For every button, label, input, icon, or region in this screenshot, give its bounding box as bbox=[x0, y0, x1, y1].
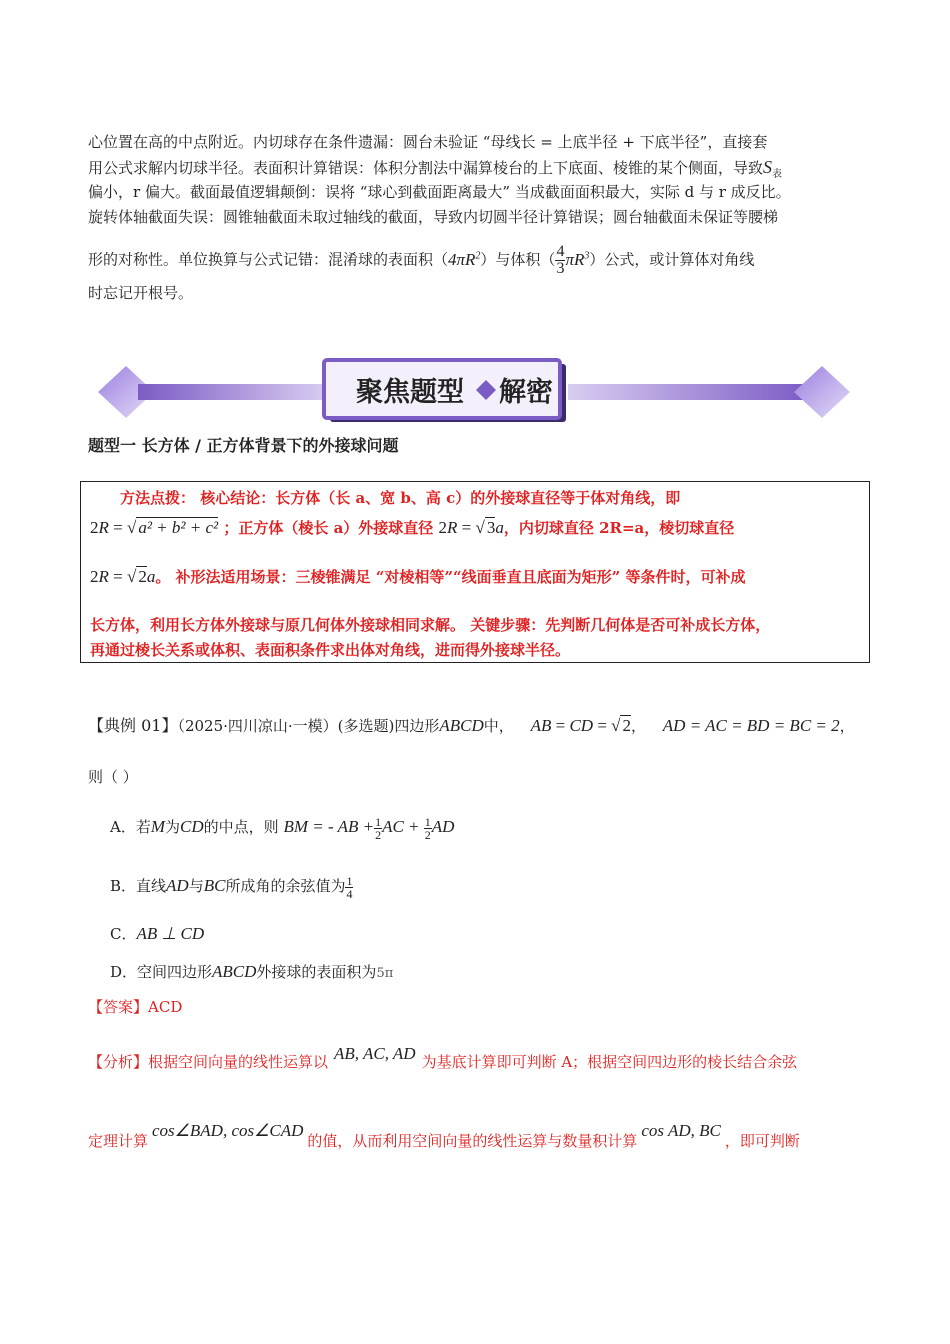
formula-cube-diameter: 2R = √ 3a bbox=[438, 518, 504, 537]
method-line-2: 2R = √ a² + b² + c² ；正方体（棱长 a）外接球直径 2R = √ 3a，内切球直径 2R=a，棱切球直径 bbox=[90, 518, 735, 537]
option-c: C．AB ⊥ CD bbox=[110, 924, 205, 943]
intro-line-4: 旋转体轴截面失误：圆锥轴截面未取过轴线的截面，导致内切圆半径计算错误；圆台轴截面未保证等腰梯 bbox=[88, 208, 779, 226]
option-d-value: 5π bbox=[376, 966, 394, 981]
analysis-cos-vectors: cos AD, BC bbox=[641, 1121, 721, 1140]
method-line-1: 方法点拨： 核心结论：长方体（长 a、宽 b、高 c）的外接球直径等于体对角线，即 bbox=[120, 489, 681, 507]
answer-value: ACD bbox=[148, 998, 183, 1016]
analysis-line-1: 【分析】根据空间向量的线性运算以 AB, AC, AD 为基底计算即可判断 A；根据空间四边形的棱长结合余弦 bbox=[88, 1044, 798, 1071]
banner-title-right: 解密 bbox=[499, 377, 553, 408]
option-b-value: $\frac{1}{4}$ bbox=[346, 873, 353, 901]
section-title: 题型一 长方体 / 正方体背景下的外接球问题 bbox=[88, 436, 399, 455]
example-then: 则（ ） bbox=[88, 768, 138, 786]
intro-line-1: 心位置在高的中点附近。内切球存在条件遗漏：圆台未验证 “母线长 = 上底半径 + 下底半径”，直接套 bbox=[88, 133, 768, 151]
banner-right-bar bbox=[568, 384, 808, 400]
section-banner bbox=[98, 358, 850, 426]
banner-left-bar bbox=[138, 384, 328, 400]
sphere-surface-formula: $4\pi R^2$ bbox=[448, 249, 481, 269]
intro-line-3: 偏小，r 偏大。截面最值逻辑颠倒：误将 “球心到截面距离最大” 当成截面面积最大，实际 d 与 r 成反比。 bbox=[88, 183, 791, 201]
analysis-cos-angles: cos∠BAD, cos∠CAD bbox=[152, 1121, 304, 1140]
formula-edge-sphere-diameter: 2R = √ 2a bbox=[90, 567, 156, 586]
analysis-basis-vectors: AB, AC, AD bbox=[334, 1044, 416, 1063]
option-b: B．直线AD与BC所成角的余弦值为 $\frac{1}{4}$ bbox=[110, 873, 353, 901]
intro-line-6: 时忘记开根号。 bbox=[88, 284, 194, 302]
banner-right-diamond bbox=[794, 366, 850, 418]
option-a: A．若M为CD的中点，则 BM = - AB + $\frac{1}{2}$ AC + $\frac{1}{2}$ AD bbox=[110, 814, 455, 842]
option-c-formula: AB ⊥ CD bbox=[136, 924, 205, 943]
banner-title-left: 聚焦题型 bbox=[356, 377, 464, 408]
example-header: 【典例 01】（2025·四川凉山·一模）(多选题)四边形ABCD中， AB = CD = √ 2， AD = AC = BD = BC = 2， bbox=[88, 716, 855, 735]
condition-1: AB = CD = √ 2 bbox=[530, 716, 631, 735]
formula-cuboid-diameter: 2R = √ a² + b² + c² bbox=[90, 518, 219, 537]
answer-line: 【答案】ACD bbox=[88, 998, 183, 1016]
method-line-3: 2R = √ 2a。 补形法适用场景：三棱锥满足 “对棱相等”“线面垂直且底面为矩形” 等条件时，可补成 bbox=[90, 567, 746, 586]
intro-line-2: 用公式求解内切球半径。表面积计算错误：体积分割法中漏算棱台的上下底面、棱锥的某个侧面，导致$S_表$ bbox=[88, 157, 783, 180]
condition-2: AD = AC = BD = BC = 2 bbox=[662, 716, 840, 735]
method-line-5: 再通过棱长关系或体积、表面积条件求出体对角线，进而得外接球半径。 bbox=[90, 641, 571, 659]
sphere-volume-formula: $\pi R^3$ bbox=[565, 249, 590, 269]
method-line-4: 长方体，利用长方体外接球与原几何体外接球相同求解。 关键步骤：先判断几何体是否可补成长方体， bbox=[90, 616, 771, 634]
surface-symbol: S bbox=[763, 157, 773, 177]
analysis-line-2: 定理计算cos∠BAD, cos∠CAD的值，从而利用空间向量的线性运算与数量积计算cos AD, BC，即可判断 bbox=[88, 1121, 800, 1150]
option-d: D．空间四边形ABCD外接球的表面积为5π bbox=[110, 962, 394, 981]
option-a-formula: BM = - AB + $\frac{1}{2}$ AC + $\frac{1}{2}$ AD bbox=[283, 814, 455, 842]
four-thirds-fraction: $\frac{4}{3}$ bbox=[556, 243, 565, 278]
intro-line-5: 形的对称性。单位换算与公式记错：混淆球的表面积$(4\pi R^2)$与体积（ $\frac{4}{3}$ $\pi R^3$）公式，或计算体对角线 bbox=[88, 243, 755, 278]
example-tag: 【典例 01】 bbox=[88, 716, 178, 735]
